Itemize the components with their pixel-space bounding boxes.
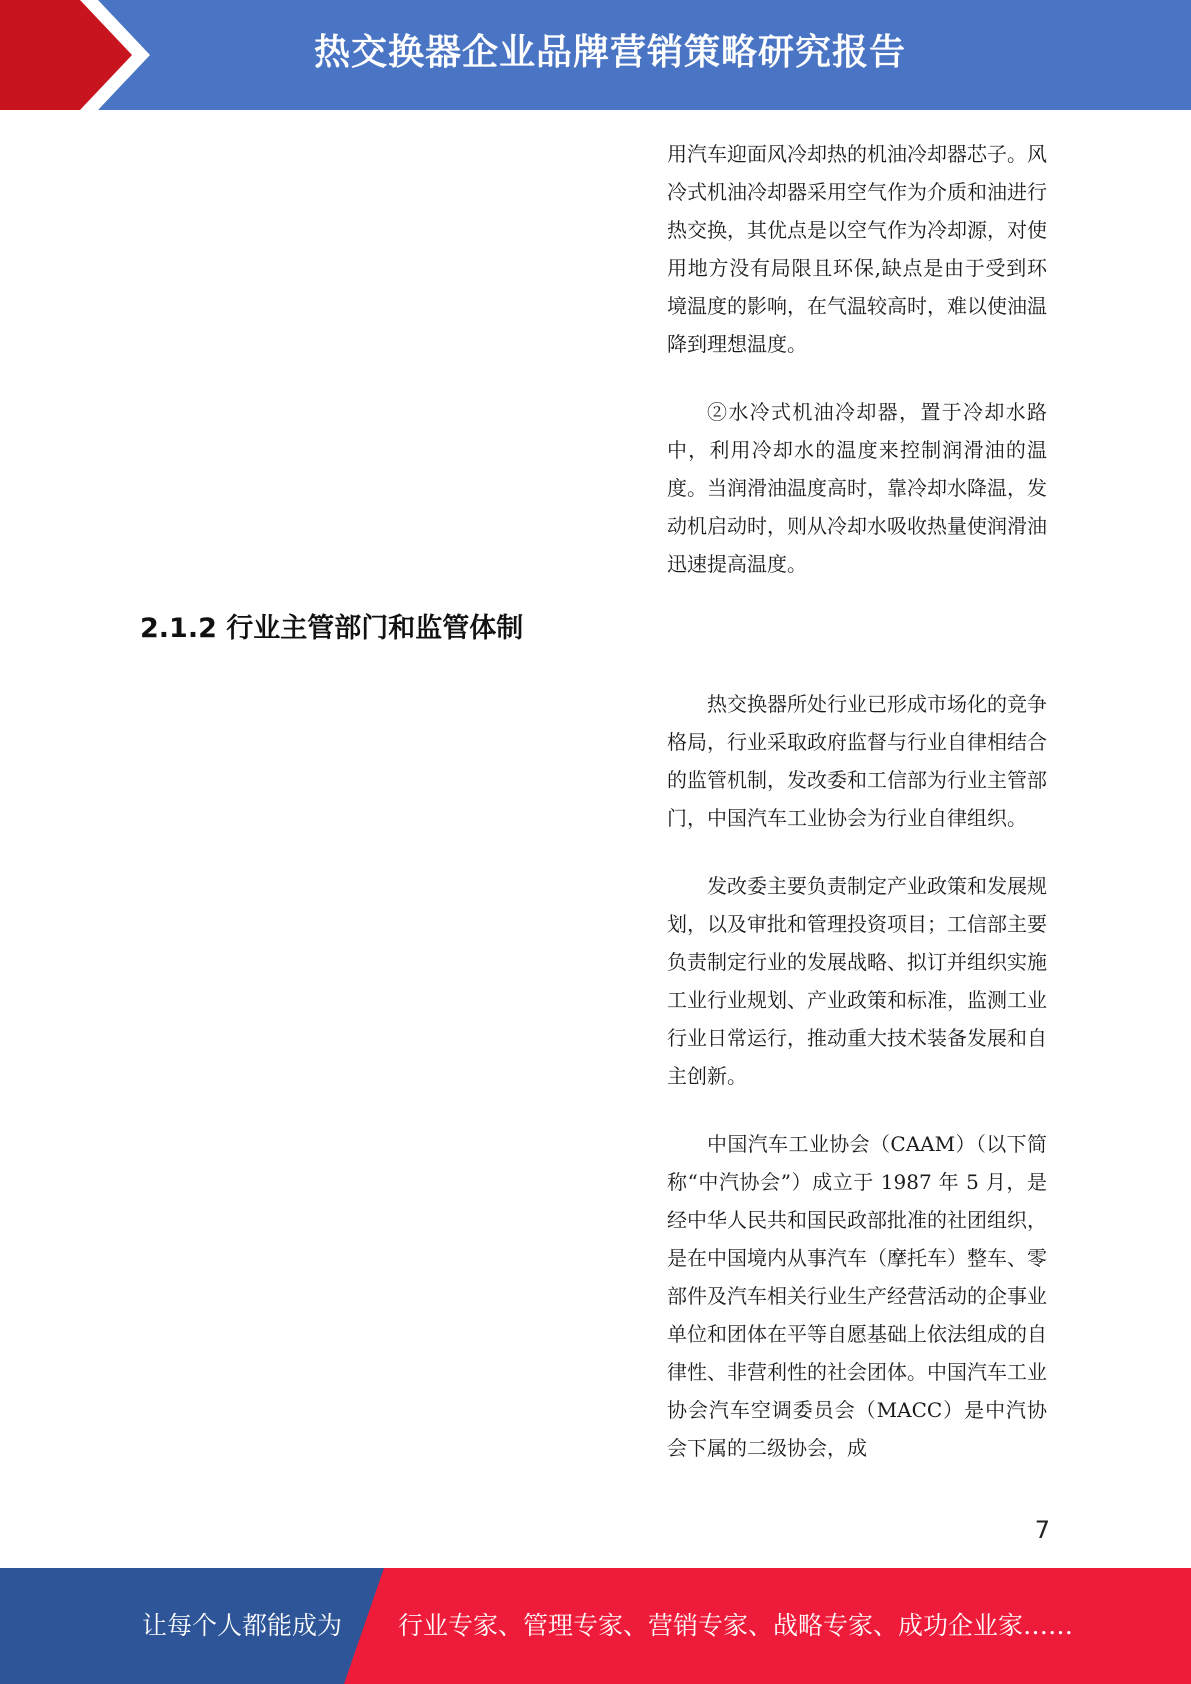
section-heading: 2.1.2 行业主管部门和监管体制 xyxy=(140,613,524,644)
paragraph-caam: 中国汽车工业协会（CAAM）（以下简称“中汽协会”）成立于 1987 年 5 月，是经中华人民共和国民政部批准的社团组织，是在中国境内从事汽车（摩托车）整车、零部件及汽车相关行业生产经营活动的企事业单位和团体在平等自愿基础上依法组成的自律性、非营利性的社会团体。中国汽车工业协会汽车空调委员会（MACC）是中汽协会下属的二级协会，成 xyxy=(667,1132,1047,1460)
page-header xyxy=(0,0,1191,110)
page-number: 7 xyxy=(1034,1516,1050,1544)
header-title: 热交换器企业品牌营销策略研究报告 xyxy=(313,32,906,73)
paragraph-water-cooled: ②水冷式机油冷却器，置于冷却水路中，利用冷却水的温度来控制润滑油的温度。当润滑油温度高时，靠冷却水降温，发动机启动时，则从冷却水吸收热量使润滑油迅速提高温度。 xyxy=(667,400,1047,576)
body-text-block-1 xyxy=(667,135,1047,583)
footer-slogan-right: 行业专家、管理专家、营销专家、战略专家、成功企业家…… xyxy=(398,1611,1074,1640)
page-footer xyxy=(0,1568,1191,1684)
paragraph-air-cooled: 用汽车迎面风冷却热的机油冷却器芯子。风冷式机油冷却器采用空气作为介质和油进行热交换，其优点是以空气作为冷却源，对使用地方没有局限且环保,缺点是由于受到环境温度的影响，在气温较高时，难以使油温降到理想温度。 xyxy=(667,142,1047,356)
body-text-block-2 xyxy=(667,685,1047,1467)
paragraph-regulation: 热交换器所处行业已形成市场化的竞争格局，行业采取政府监督与行业自律相结合的监管机制，发改委和工信部为行业主管部门，中国汽车工业协会为行业自律组织。 xyxy=(667,692,1047,830)
footer-slogan-left: 让每个人都能成为 xyxy=(142,1611,343,1640)
paragraph-ndrc-miit: 发改委主要负责制定产业政策和发展规划，以及审批和管理投资项目；工信部主要负责制定行业的发展战略、拟订并组织实施工业行业规划、产业政策和标准，监测工业行业日常运行，推动重大技术装备发展和自主创新。 xyxy=(667,874,1047,1088)
